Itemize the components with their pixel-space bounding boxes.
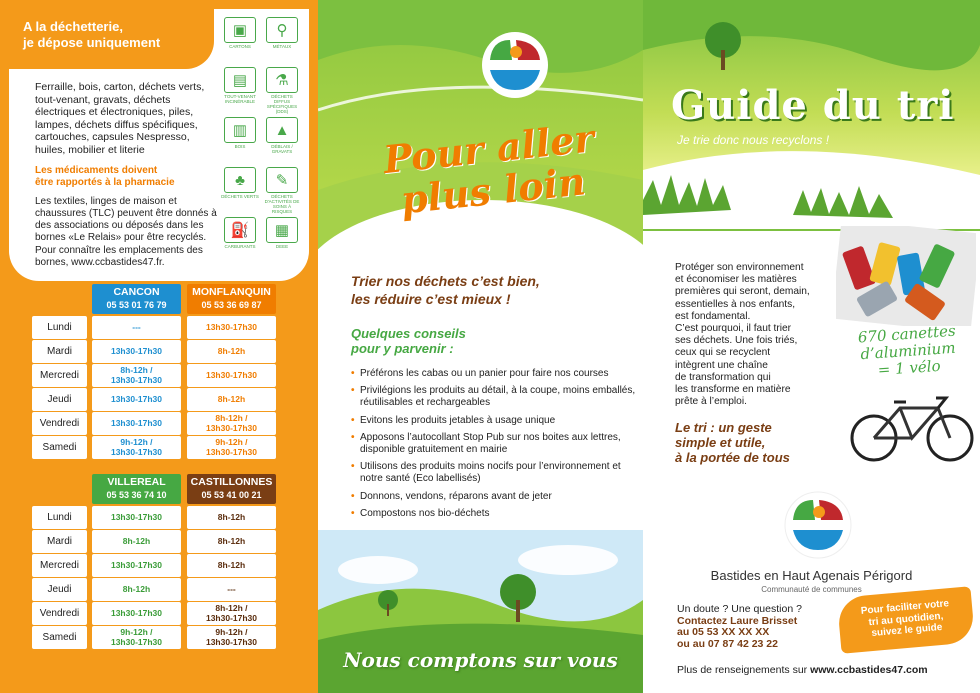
bois-icon: ▥ [224,117,256,143]
tip-item: • Apposons l’autocollant Stop Pub sur nos boites aux lettres, disponible gratuitement en mairie [351,432,636,456]
medicines-note: Les médicaments doivent être rapportés à la pharmacie [35,164,175,189]
hours-cell: 8h-12h [92,530,181,553]
hours-cell: 13h30-17h30 [92,340,181,363]
site-name: CANCON [113,286,160,298]
hours-cell: 9h-12h / 13h30-17h30 [92,436,181,459]
org-logo-icon [783,490,853,560]
day-label: Samedi [32,436,87,459]
waste-category [263,167,301,214]
tip-item: • Utilisons des produits moins nocifs pour l’environnement et notre santé (Eco labellisés) [351,461,636,485]
day-label: Jeudi [32,578,87,601]
hours-cell: 13h30-17h30 [92,554,181,577]
hours-cell: 9h-12h / 13h30-17h30 [187,626,276,649]
schedule-header-monflanquin [187,284,276,314]
hours-cell: 8h-12h [187,530,276,553]
hours-cell: 13h30-17h30 [92,602,181,625]
hours-cell: 8h-12h [187,554,276,577]
waste-category [221,217,259,251]
day-label: Mercredi [32,554,87,577]
day-label: Mardi [32,530,87,553]
tips-list [351,368,636,525]
hours-cell: 13h30-17h30 [187,316,276,339]
site-phone: 05 53 01 76 79 [106,300,167,310]
schedule-row [32,602,282,625]
site-name: VILLEREAL [107,476,166,488]
hours-cell: 8h-12h [187,340,276,363]
waste-category [221,67,259,104]
icon-caption: DÉCHETS D'ACTIVITÉS DE SOINS À RISQUES [264,194,300,214]
cans-photo [836,226,976,326]
hours-cell: 9h-12h / 13h30-17h30 [92,626,181,649]
hours-cell: 9h-12h / 13h30-17h30 [187,436,276,459]
schedule-row [32,530,282,553]
contact-question: Un doute ? Une question ? [677,603,802,615]
schedule-row [32,626,282,649]
hours-cell: --- [92,316,181,339]
waste-category [263,17,301,51]
tip-item: • Compostons nos bio-déchets [351,508,636,520]
icon-caption: DÉBLAIS / GRAVATS [271,144,293,154]
left-panel [0,0,318,693]
middle-subheading: Quelques conseils pour y parvenir : [351,326,466,356]
more-info [677,664,928,676]
site-phone: 05 53 36 74 10 [106,490,167,500]
hours-cell: 8h-12h [92,578,181,601]
guide-subtitle: Je trie donc nous recyclons ! [677,133,830,147]
schedule-header-castillonnes [187,474,276,504]
site-name: CASTILLONNES [190,476,273,488]
waste-category [221,17,259,51]
icon-caption: CARBURANTS [224,244,256,249]
icon-caption: DÉCHETS DIFFUS SPÉCIFIQUES (DDS) [266,94,298,114]
schedule-header-villereal [92,474,181,504]
hours-cell: 8h-12h [187,388,276,411]
site-phone: 05 53 41 00 21 [201,490,262,500]
bicycle-icon [848,384,976,466]
middle-title: Pour aller plus loin [381,115,597,223]
site-phone: 05 53 36 69 87 [201,300,262,310]
schedule-row [32,364,282,387]
day-label: Vendredi [32,412,87,435]
schedule-row [32,412,282,435]
dds-icon: ⚗ [266,67,298,93]
guide-title: Guide du tri [671,82,955,129]
tip-item: • Privilégions les produits au détail, à la coupe, moins emballés, réutilisables et rechargeables [351,385,636,409]
website-link[interactable]: www.ccbastides47.com [810,664,928,676]
intro-text: Protéger son environnement et économiser les matières premières qui seront, demain, essentielles à nos enfants, est fondamental. C’est pourquoi, il faut trier ses déchets. Une fois triés, ceux qui se recyclent intègrent une chaîne de transformation qui les transforme en matière prête à l’emploi. [675,262,810,408]
hours-cell: 8h-12h / 13h30-17h30 [187,602,276,625]
logo-icon [480,30,550,100]
schedule-row [32,506,282,529]
middle-panel [318,0,643,693]
info-text [35,81,220,269]
carton-icon: ▣ [224,17,256,43]
info-card [9,9,309,281]
hours-cell: 13h30-17h30 [92,506,181,529]
tip-item: • Evitons les produits jetables à usage unique [351,415,636,427]
hours-cell: 8h-12h / 13h30-17h30 [187,412,276,435]
deee-icon: ▦ [266,217,298,243]
hours-cell: 13h30-17h30 [92,388,181,411]
day-label: Mardi [32,340,87,363]
dasri-icon: ✎ [266,167,298,193]
middle-footer: Nous comptons sur vous [343,648,618,672]
waste-category [263,117,301,154]
accepted-list: Ferraille, bois, carton, déchets verts, tout-venant, gravats, déchets électriques et électroniques, piles, lampes, déchets diffus spécifiques, cartouches, capsules Nespresso, huiles, mobilier et literie [35,81,205,156]
schedule-header-cancon [92,284,181,314]
icon-caption: DEEE [275,244,289,249]
tip-item: • Préférons les cabas ou un panier pour faire nos courses [351,368,636,380]
day-label: Lundi [32,316,87,339]
icon-caption: MÉTAUX [272,44,292,49]
cans-label: 670 canettes d’aluminium = 1 vélo [857,321,957,380]
day-label: Vendredi [32,602,87,625]
middle-headline: Trier nos déchets c’est bien, les réduire c’est mieux ! [351,273,540,307]
icon-caption: DÉCHETS VERTS [221,194,259,199]
tout-venant-icon: ▤ [224,67,256,93]
dechets-verts-icon: ♣ [224,167,256,193]
contact-details: Contactez Laure Brisset au 05 53 XX XX XX ou au 07 87 42 23 22 [677,614,798,650]
textiles-note: Les textiles, linges de maison et chaussures (TLC) peuvent être donnés à des associations ou déposés dans les bornes «Le Relais» pour être recyclés. Pour connaître les emplacements des bornes, www.ccbastides47.fr. [35,195,217,268]
metal-icon: ⚲ [266,17,298,43]
accepted-heading: A la déchetterie, je dépose uniquement [9,9,214,69]
waste-category [263,217,301,251]
hours-cell: 8h-12h [187,506,276,529]
schedule-row [32,388,282,411]
landscape-illustration [643,0,980,260]
site-name: MONFLANQUIN [192,286,271,298]
icon-caption: BOIS [234,144,246,149]
carburants-icon: ⛽ [224,217,256,243]
hours-cell: 13h30-17h30 [187,364,276,387]
slogan: Le tri : un geste simple et utile, à la portée de tous [675,420,790,465]
schedule-row [32,554,282,577]
day-label: Jeudi [32,388,87,411]
day-label: Samedi [32,626,87,649]
hours-cell: 13h30-17h30 [92,412,181,435]
schedule-row [32,436,282,459]
right-panel [643,0,980,693]
schedule-row [32,316,282,339]
waste-category [221,117,259,151]
tip-item: • Donnons, vendons, réparons avant de jeter [351,491,636,503]
waste-category [221,167,259,201]
org-name: Bastides en Haut Agenais Périgord [710,568,913,583]
org-subtitle: Communauté de communes [761,585,862,594]
hours-cell: 8h-12h / 13h30-17h30 [92,364,181,387]
day-label: Lundi [32,506,87,529]
schedule-row [32,578,282,601]
schedule-row [32,340,282,363]
day-label: Mercredi [32,364,87,387]
waste-category [263,67,301,114]
guide-badge: Pour faciliter votre tri au quotidien, suivez le guide [837,586,975,653]
more-info-label: Plus de renseignements sur [677,664,811,676]
icon-caption: TOUT-VENANT INCINÉRABLE [224,94,256,104]
gravats-icon: ▲ [266,117,298,143]
icon-caption: CARTONS [229,44,251,49]
hours-cell: --- [187,578,276,601]
